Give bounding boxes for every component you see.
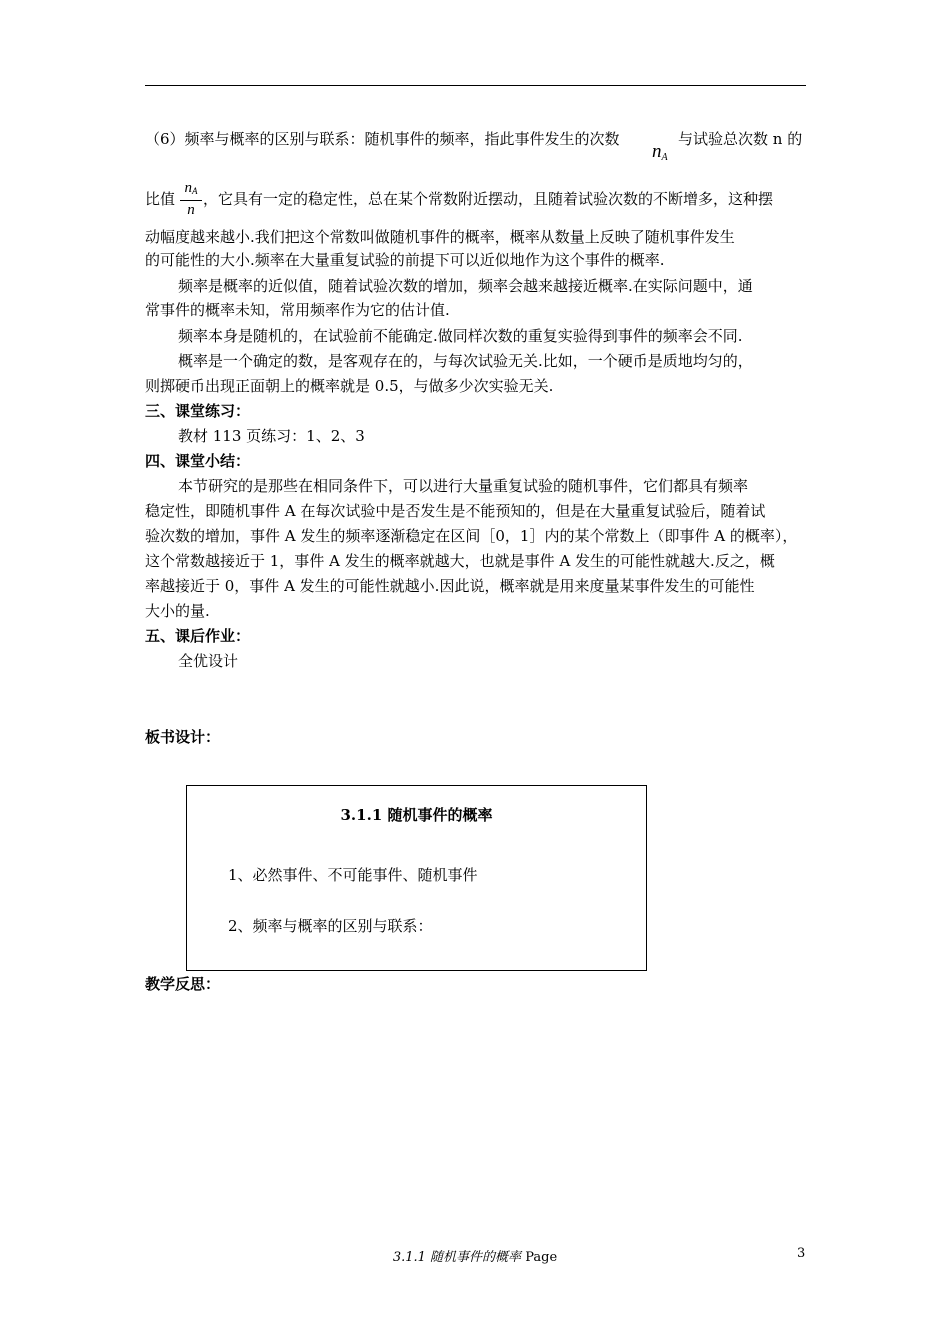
section6-line1 bbox=[145, 128, 620, 150]
reflection-heading: 教学反思： bbox=[145, 975, 221, 993]
footer-title: 3.1.1 随机事件的概率 bbox=[392, 1250, 522, 1265]
summary-line: 率越接近于 0，事件 A 发生的可能性就越小.因此说，概率就是用来度量某事件发生的可能性 bbox=[145, 577, 755, 595]
section6-line2: ，它具有一定的稳定性，总在某个常数附近摆动，且随着试验次数的不断增多，这种摆 bbox=[203, 190, 774, 208]
board-box bbox=[186, 785, 647, 971]
summary-line: 本节研究的是那些在相同条件下，可以进行大量重复试验的随机事件，它们都具有频率 bbox=[178, 477, 749, 495]
header-rule bbox=[145, 85, 806, 86]
fraction-numerator: $n_A$ bbox=[180, 180, 202, 201]
fraction-nA-over-n bbox=[180, 180, 202, 219]
section6-line2-prefix: 比值 bbox=[145, 190, 176, 208]
practice-heading: 三、课堂练习： bbox=[145, 402, 251, 420]
board-heading: 板书设计： bbox=[145, 728, 221, 746]
section6-line1-end: 与试验总次数 n 的 bbox=[678, 130, 803, 148]
section6-line5: 频率是概率的近似值，随着试验次数的增加，频率会越来越接近概率.在实际问题中，通 bbox=[178, 277, 753, 295]
summary-line: 这个常数越接近于 1，事件 A 发生的概率就越大，也就是事件 A 发生的可能性就越大.反之，概 bbox=[145, 552, 775, 570]
section6-line9: 则掷硬币出现正面朝上的概率就是 0.5，与做多少次实验无关. bbox=[145, 377, 554, 395]
section6-line1-text: （6）频率与概率的区别与联系：随机事件的频率，指此事件发生的次数 bbox=[145, 130, 620, 148]
board-item-1: 1、必然事件、不可能事件、随机事件 bbox=[228, 866, 478, 884]
board-title: 3.1.1 随机事件的概率 bbox=[340, 806, 493, 824]
summary-line: 大小的量. bbox=[145, 602, 210, 620]
section6-line6: 常事件的概率未知，常用频率作为它的估计值. bbox=[145, 301, 450, 319]
practice-text: 教材 113 页练习：1、2、3 bbox=[178, 427, 365, 445]
summary-line: 验次数的增加，事件 A 发生的频率逐渐稳定在区间［0，1］内的某个常数上（即事件 A 的概率）， bbox=[145, 527, 798, 545]
page-number: 3 bbox=[797, 1246, 806, 1261]
summary-line: 稳定性，即随机事件 A 在每次试验中是否发生是不能预知的，但是在大量重复试验后，随着试 bbox=[145, 502, 766, 520]
section6-line4: 的可能性的大小.频率在大量重复试验的前提下可以近似地作为这个事件的概率. bbox=[145, 251, 665, 269]
fraction-denominator: n bbox=[187, 202, 195, 218]
footer-page-label: Page bbox=[525, 1250, 558, 1265]
symbol-n-sub-A: $n_A$ bbox=[652, 141, 668, 163]
board-item-2: 2、频率与概率的区别与联系： bbox=[228, 917, 433, 935]
homework-heading: 五、课后作业： bbox=[145, 627, 251, 645]
summary-heading: 四、课堂小结： bbox=[145, 452, 251, 470]
section6-line3: 动幅度越来越小.我们把这个常数叫做随机事件的概率，概率从数量上反映了随机事件发生 bbox=[145, 228, 735, 246]
section6-line8: 概率是一个确定的数，是客观存在的，与每次试验无关.比如，一个硬币是质地均匀的， bbox=[178, 352, 753, 370]
homework-text: 全优设计 bbox=[178, 652, 239, 670]
page-footer bbox=[0, 1246, 950, 1265]
section6-line7: 频率本身是随机的，在试验前不能确定.做同样次数的重复实验得到事件的频率会不同. bbox=[178, 327, 743, 345]
